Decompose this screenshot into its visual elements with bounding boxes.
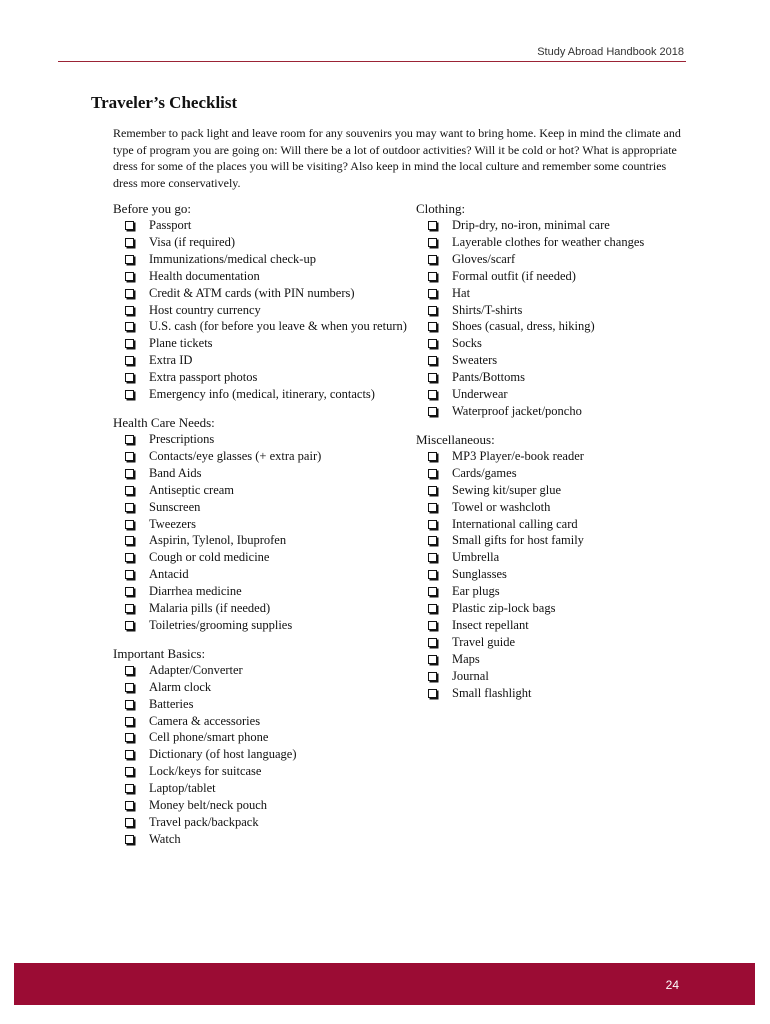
checklist-item [123,696,413,713]
checkbox-icon[interactable] [125,435,134,444]
checklist-item-label: Formal outfit (if needed) [452,268,576,283]
checkbox-icon[interactable] [125,221,134,230]
checklist-item [123,369,413,386]
checkbox-icon[interactable] [125,700,134,709]
checkbox-icon[interactable] [125,801,134,810]
checkbox-icon[interactable] [125,683,134,692]
checklist-item-label: Underwear [452,387,508,402]
checkbox-icon[interactable] [125,750,134,759]
checklist-item [123,482,413,499]
checkbox-icon[interactable] [428,553,437,562]
checklist-item [123,465,413,482]
checklist-item-label: Cell phone/smart phone [149,730,269,745]
checkbox-icon[interactable] [125,570,134,579]
checkbox-icon[interactable] [125,255,134,264]
checkbox-icon[interactable] [428,604,437,613]
checkbox-icon[interactable] [125,289,134,298]
checklist-item-label: Aspirin, Tylenol, Ibuprofen [149,533,287,548]
checklist-item [123,217,413,234]
checkbox-icon[interactable] [125,604,134,613]
checklist-item-label: Watch [149,831,181,846]
checklist-item-label: Immunizations/medical check-up [149,251,316,266]
checklist-item-label: Emergency info (medical, itinerary, contacts) [149,387,375,402]
checklist-item [426,251,696,268]
checklist-item-label: Tweezers [149,516,197,531]
checkbox-icon[interactable] [428,672,437,681]
checklist-item-label: Small gifts for host family [452,533,584,548]
checklist-section-miscellaneous [416,431,696,702]
checklist-item [426,302,696,319]
checkbox-icon[interactable] [428,536,437,545]
checklist-item-label: Contacts/eye glasses (+ extra pair) [149,448,322,463]
checkbox-icon[interactable] [428,587,437,596]
checklist-item-label: International calling card [452,516,578,531]
checklist-item [426,549,696,566]
checklist-item [426,668,696,685]
checklist-item-label: Alarm clock [149,679,212,694]
checklist-item-label: Money belt/neck pouch [149,798,268,813]
section-title: Health Care Needs: [113,414,215,430]
checklist-item-label: Drip-dry, no-iron, minimal care [452,218,610,232]
checkbox-icon[interactable] [428,339,437,348]
checklist-item [426,516,696,533]
checklist-item-label: Band Aids [149,465,202,480]
checkbox-icon[interactable] [125,666,134,675]
checklist-item [426,217,696,234]
checklist-item-label: Socks [452,336,482,351]
checkbox-icon[interactable] [428,689,437,698]
checklist-item-label: Umbrella [452,550,500,565]
checklist-item [123,583,413,600]
checklist-item-label: Towel or washcloth [452,499,551,514]
checklist-item-label: Plastic zip-lock bags [452,601,556,616]
checklist-item [123,729,413,746]
checkbox-icon[interactable] [428,272,437,281]
checklist-item-label: Ear plugs [452,584,500,599]
checklist-item [426,268,696,285]
checklist-item-label: Lock/keys for suitcase [149,764,262,779]
checklist-item [123,352,413,369]
checkbox-icon[interactable] [125,717,134,726]
checklist-item-label: Journal [452,668,489,683]
checklist-item [426,617,696,634]
checkbox-icon[interactable] [428,238,437,247]
checkbox-icon[interactable] [125,784,134,793]
checkbox-icon[interactable] [125,835,134,844]
checklist-item [426,448,696,465]
checklist-item-label: Batteries [149,696,194,711]
checklist-item-label: Pants/Bottoms [452,370,525,385]
checklist-item-label: Camera & accessories [149,713,261,728]
checklist-item [123,234,413,251]
checklist-item [123,662,413,679]
checkbox-icon[interactable] [428,407,437,416]
checklist-item [426,318,696,335]
checkbox-icon[interactable] [428,255,437,264]
checklist-item [123,499,413,516]
checklist-item [123,713,413,730]
checklist-item-label: Toiletries/grooming supplies [149,617,293,632]
checkbox-icon[interactable] [125,373,134,382]
checklist-item [123,516,413,533]
checklist-section-health-care-needs [113,414,413,634]
checklist-item-label: Dictionary (of host language) [149,747,297,762]
running-header: Study Abroad Handbook 2018 [537,46,684,58]
checklist-item-label: Diarrhea medicine [149,584,242,599]
checklist-item [123,780,413,797]
checklist-item-label: Malaria pills (if needed) [149,601,271,616]
checkbox-icon[interactable] [125,587,134,596]
checkbox-icon[interactable] [125,520,134,529]
checklist-item [426,482,696,499]
page-number: 24 [665,978,679,992]
checklist-item-label: Credit & ATM cards (with PIN numbers) [149,285,355,300]
checklist-item-label: Travel pack/backpack [149,815,259,829]
right-column [416,200,696,712]
checklist-section-before-you-go [113,200,413,403]
checklist-item-label: MP3 Player/e-book reader [452,448,584,463]
checklist-item [123,268,413,285]
checkbox-icon[interactable] [125,306,134,315]
checkbox-icon[interactable] [125,469,134,478]
checklist [416,217,696,420]
section-title: Before you go: [113,201,191,216]
checklist-item [426,335,696,352]
checklist-item-label: Laptop/tablet [149,781,216,796]
checklist-item [426,499,696,516]
checklist-item [123,679,413,696]
checklist [113,431,413,634]
checklist-item [123,532,413,549]
checklist [113,217,413,403]
checklist-item-label: Shoes (casual, dress, hiking) [452,319,595,334]
checkbox-icon[interactable] [125,818,134,827]
checklist-item [426,566,696,583]
left-column [113,200,413,859]
checkbox-icon[interactable] [428,289,437,298]
checklist [416,448,696,702]
checklist-item [123,763,413,780]
checkbox-icon[interactable] [125,272,134,281]
checklist-item-label: Antiseptic cream [149,482,235,497]
checkbox-icon[interactable] [125,486,134,495]
checkbox-icon[interactable] [125,238,134,247]
checklist-item [123,285,413,302]
checklist-section-important-basics [113,645,413,848]
checklist-item [123,617,413,634]
checkbox-icon[interactable] [125,390,134,399]
checklist-item-label: Maps [452,651,480,666]
checklist-item-label: Shirts/T-shirts [452,302,523,317]
checklist-item [426,234,696,251]
section-title: Miscellaneous: [416,431,495,447]
checklist-item-label: U.S. cash (for before you leave & when you return) [149,319,407,334]
checkbox-icon[interactable] [125,356,134,365]
checkbox-icon[interactable] [428,221,437,230]
checklist-item-label: Layerable clothes for weather changes [452,234,645,249]
checklist-item [426,600,696,617]
checklist-item [123,448,413,465]
checklist-item-label: Cough or cold medicine [149,550,270,565]
checklist-item [123,431,413,448]
checkbox-icon[interactable] [428,486,437,495]
footer-bar [14,963,755,1005]
checklist-item-label: Visa (if required) [149,234,236,249]
checklist-item-label: Gloves/scarf [452,251,516,266]
checkbox-icon[interactable] [428,356,437,365]
checklist-item-label: Sunscreen [149,499,201,514]
checkbox-icon[interactable] [125,767,134,776]
checklist-item-label: Passport [149,218,192,232]
header-divider [58,61,686,62]
checklist-item-label: Sewing kit/super glue [452,482,562,497]
checkbox-icon[interactable] [125,536,134,545]
checklist-item-label: Insect repellant [452,617,529,632]
checklist-item [426,465,696,482]
checklist-item [426,285,696,302]
checkbox-icon[interactable] [125,452,134,461]
checkbox-icon[interactable] [428,503,437,512]
checklist-item [123,318,413,335]
checkbox-icon[interactable] [428,452,437,461]
checklist-item-label: Extra ID [149,353,193,368]
checklist-section-clothing [416,200,696,420]
page-title: Traveler’s Checklist [91,93,238,112]
checklist-item [123,797,413,814]
checklist-item-label: Sweaters [452,353,498,368]
checklist-item [123,831,413,848]
checkbox-icon[interactable] [428,570,437,579]
checklist-item-label: Waterproof jacket/poncho [452,403,582,418]
intro-paragraph: Remember to pack light and leave room for any souvenirs you may want to bring home. Keep in mind the climate and type of program you are going on: Will there be a lot of outdoor activities? Will it be cold or hot? What is appropriate dress for some of the places you will be visiting? Also keep in mind the local culture and remember some countries dress more conservatively. [113,126,681,190]
checkbox-icon[interactable] [428,621,437,630]
section-title: Clothing: [416,201,466,216]
checklist-item-label: Cards/games [452,465,517,480]
checklist-item-label: Antacid [149,567,189,582]
checklist-item-label: Travel guide [452,634,516,649]
checklist-item [426,685,696,702]
checkbox-icon[interactable] [125,621,134,630]
section-title: Important Basics: [113,645,206,661]
checklist-item [123,600,413,617]
checklist-item-label: Host country currency [149,302,261,317]
checklist-item [123,549,413,566]
checklist-item-label: Sunglasses [452,567,507,582]
checklist-item-label: Adapter/Converter [149,662,243,677]
checkbox-icon[interactable] [428,373,437,382]
checklist-item-label: Small flashlight [452,685,532,700]
checkbox-icon[interactable] [428,469,437,478]
checklist-item [426,583,696,600]
checkbox-icon[interactable] [428,655,437,664]
checklist-item [123,746,413,763]
checkbox-icon[interactable] [428,520,437,529]
checkbox-icon[interactable] [428,306,437,315]
checklist-item [123,335,413,352]
checkbox-icon[interactable] [428,638,437,647]
checklist-item-label: Prescriptions [149,431,215,446]
checkbox-icon[interactable] [428,390,437,399]
checklist [113,662,413,848]
checklist-item [426,532,696,549]
checkbox-icon[interactable] [125,733,134,742]
checkbox-icon[interactable] [125,553,134,562]
checklist-item [123,386,413,403]
checklist-item [426,651,696,668]
checklist-item [123,566,413,583]
checklist-item-label: Extra passport photos [149,370,258,385]
checklist-item [426,634,696,651]
checklist-item [123,302,413,319]
checklist-item-label: Hat [452,285,471,300]
checklist-item-label: Plane tickets [149,336,213,351]
checklist-item [426,369,696,386]
checkbox-icon[interactable] [125,322,134,331]
checkbox-icon[interactable] [428,322,437,331]
checkbox-icon[interactable] [125,339,134,348]
checklist-item [426,386,696,403]
checklist-item [123,251,413,268]
checklist-item-label: Health documentation [149,268,260,283]
checklist-item [426,403,696,420]
checkbox-icon[interactable] [125,503,134,512]
checklist-item [123,814,413,831]
checklist-item [426,352,696,369]
